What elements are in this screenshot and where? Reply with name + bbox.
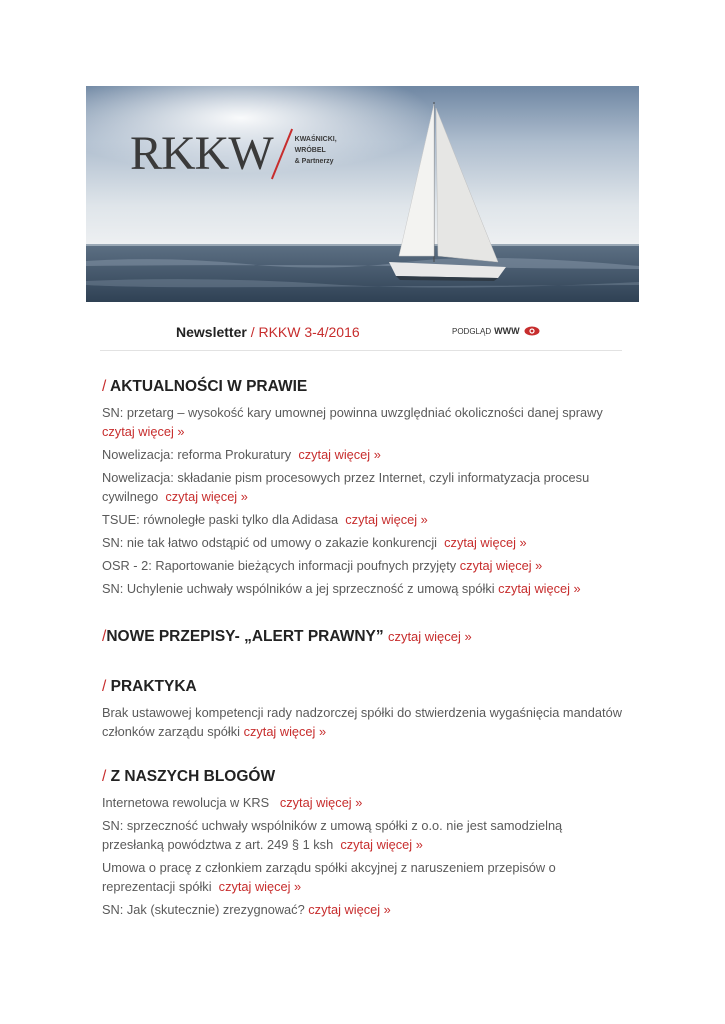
logo-sub-line: WRÓBEL	[294, 147, 326, 154]
read-more-link[interactable]: czytaj więcej »	[102, 424, 185, 439]
list-item	[102, 445, 622, 464]
section-title: / Z NASZYCH BLOGÓW	[102, 768, 276, 785]
read-more-link[interactable]: czytaj więcej »	[498, 581, 581, 596]
rkkw-logo	[130, 126, 337, 181]
item-text: SN: Uchylenie uchwały wspólników a jej sprzeczność z umową spółki	[102, 581, 495, 596]
read-more-link[interactable]: czytaj więcej »	[387, 629, 472, 644]
item-text: Nowelizacja: składanie pism procesowych przez Internet, czyli informatyzacja procesu cywilnego	[102, 470, 590, 504]
read-more-link[interactable]: czytaj więcej »	[345, 512, 428, 527]
divider	[100, 350, 622, 351]
item-text: Internetowa rewolucja w KRS	[102, 795, 270, 810]
item-text: Nowelizacja: reforma Prokuratury	[102, 447, 292, 462]
read-more-link[interactable]: czytaj więcej »	[218, 879, 302, 894]
section-alert	[102, 628, 622, 646]
list-item	[102, 556, 622, 575]
logo-slash	[271, 128, 293, 179]
item-text: SN: przetarg – wysokość kary umownej powinna uwzględniać okoliczności danej sprawy	[102, 405, 603, 420]
section-title: / PRAKTYKA	[102, 678, 197, 695]
section-title-text: Z NASZYCH BLOGÓW	[110, 768, 276, 785]
section-title-text: PRAKTYKA	[110, 678, 197, 695]
logo-sub-line: KWAŚNICKI,	[294, 136, 337, 143]
section-title: / AKTUALNOŚCI W PRAWIE	[102, 378, 308, 395]
item-text: OSR - 2: Raportowanie bieżących informacji poufnych przyjęty	[102, 558, 457, 573]
read-more-link[interactable]: czytaj więcej »	[243, 724, 327, 739]
list-item	[102, 793, 622, 812]
list-item	[102, 703, 622, 741]
section-title-text: AKTUALNOŚCI W PRAWIE	[110, 378, 308, 395]
list-item	[102, 533, 622, 552]
logo-sub-line: & Partnerzy	[294, 158, 334, 165]
section-blogs	[102, 768, 622, 919]
list-item	[102, 510, 622, 529]
list-item	[102, 816, 622, 854]
read-more-link[interactable]: czytaj więcej »	[459, 558, 543, 573]
list-item	[102, 579, 622, 598]
logo-wordmark: RKKW	[130, 127, 273, 180]
item-text: Brak ustawowej kompetencji rady nadzorczej spółki do stwierdzenia wygaśnięcia mandatów członków zarządu spółki	[102, 705, 622, 739]
read-more-link[interactable]: czytaj więcej »	[444, 535, 527, 550]
title-slash: /	[250, 324, 255, 340]
section-news	[102, 378, 622, 598]
item-text: SN: Jak (skutecznie) zrezygnować?	[102, 902, 305, 917]
list-item	[102, 900, 622, 919]
read-more-link[interactable]: czytaj więcej »	[308, 902, 391, 917]
item-text: SN: nie tak łatwo odstąpić od umowy o zakazie konkurencji	[102, 535, 438, 550]
read-more-link[interactable]: czytaj więcej »	[279, 795, 363, 810]
issue-number: RKKW 3-4/2016	[258, 324, 360, 340]
preview-label: PODGLĄD	[452, 326, 492, 336]
read-more-link[interactable]: czytaj więcej »	[165, 489, 248, 504]
header-banner	[86, 86, 639, 302]
preview-www-link[interactable]	[452, 326, 540, 336]
newsletter-title	[176, 324, 360, 340]
list-item	[102, 468, 622, 506]
preview-www: WWW	[494, 326, 520, 336]
section-practice	[102, 678, 622, 741]
section-title-text: NOWE PRZEPISY- „ALERT PRAWNY”	[106, 628, 384, 645]
item-text: TSUE: równoległe paski tylko dla Adidasa	[102, 512, 339, 527]
item-text: Umowa o pracę z członkiem zarządu spółki akcyjnej z naruszeniem przepisów o reprezentacji spółki	[102, 860, 556, 894]
eye-icon	[524, 326, 540, 336]
newsletter-label: Newsletter	[176, 324, 247, 340]
item-text: SN: sprzeczność uchwały wspólników z umową spółki z o.o. nie jest samodzielną przesłanką powództwa z art. 249 § 1 ksh	[102, 818, 563, 852]
list-item	[102, 858, 622, 896]
read-more-link[interactable]: czytaj więcej »	[298, 447, 381, 462]
banner-image	[86, 86, 639, 302]
section-title: /NOWE PRZEPISY- „ALERT PRAWNY” czytaj więcej »	[102, 628, 472, 645]
read-more-link[interactable]: czytaj więcej »	[340, 837, 423, 852]
logo-subtitle	[295, 134, 337, 167]
newsletter-header	[100, 316, 622, 352]
list-item	[102, 403, 622, 441]
